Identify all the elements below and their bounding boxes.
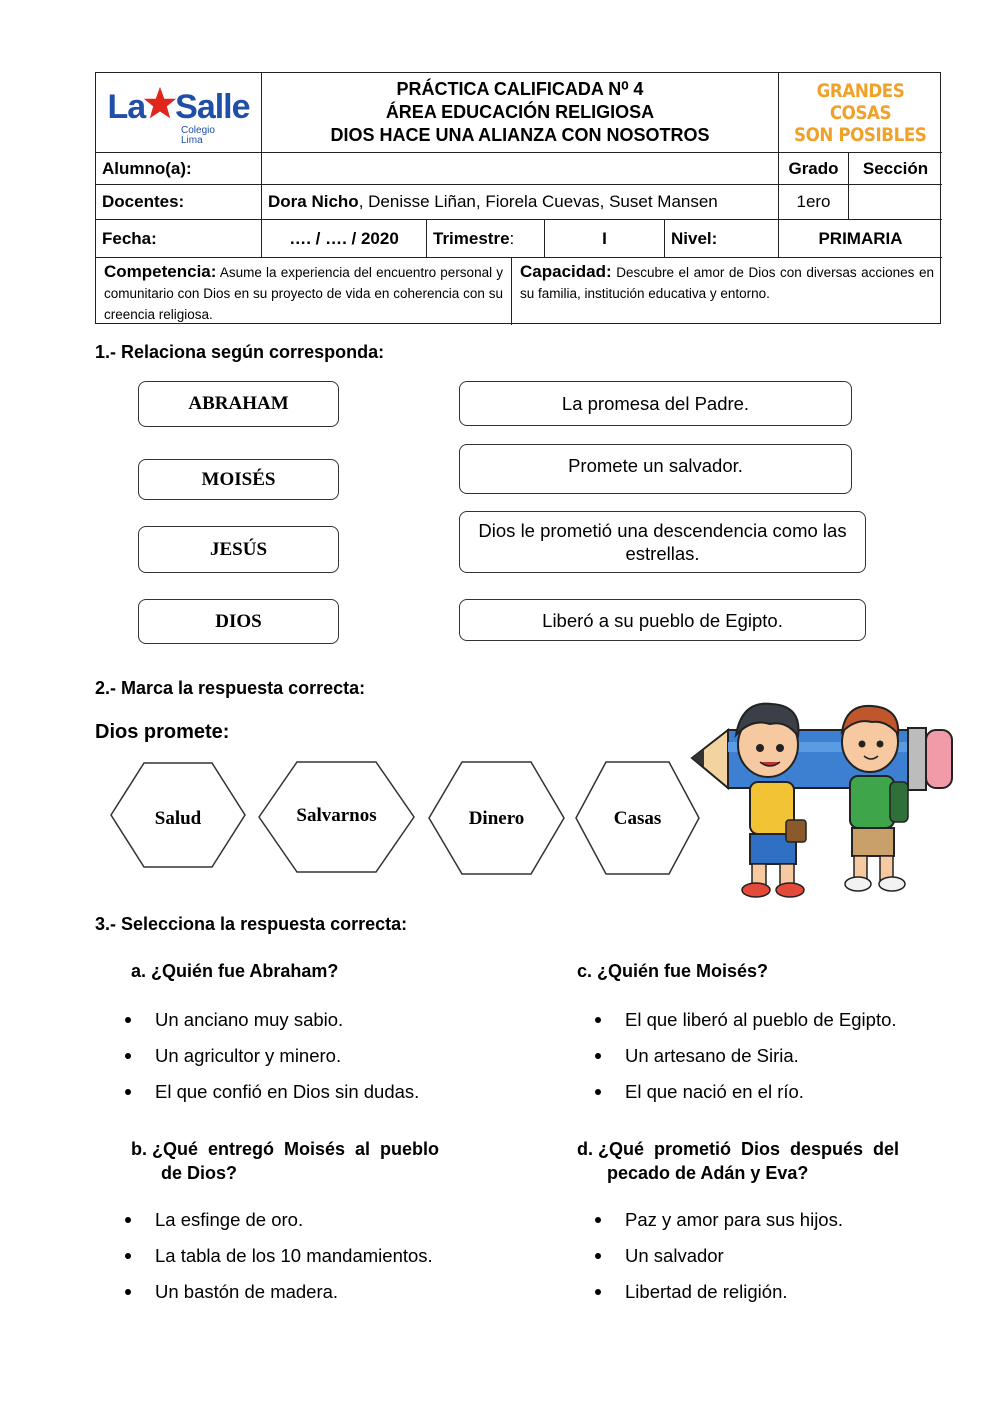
grado-label: Grado (779, 153, 849, 185)
alumno-label: Alumno(a): (96, 153, 262, 185)
question-d: d. ¿Qué prometió Dios después del pecado de Adán y Eva? (577, 1139, 900, 1183)
section2-subheading: Dios promete: (95, 721, 230, 743)
docentes-label: Docentes: (96, 185, 262, 220)
option-salud[interactable]: Salud (110, 762, 246, 868)
option-casas[interactable]: Casas (575, 761, 700, 875)
question-d-options (595, 1208, 843, 1316)
match-right-1[interactable]: La promesa del Padre. (459, 381, 852, 426)
match-right-4[interactable]: Liberó a su pueblo de Egipto. (459, 599, 866, 641)
title-line-3: DIOS HACE UNA ALIANZA CON NOSOTROS (330, 125, 710, 145)
question-b-option-2[interactable]: La tabla de los 10 mandamientos. (125, 1244, 433, 1280)
match-left-moises[interactable]: MOISÉS (138, 459, 339, 500)
question-d-option-2[interactable]: Un salvador (595, 1244, 843, 1280)
match-left-dios[interactable]: DIOS (138, 599, 339, 644)
alumno-field[interactable] (262, 153, 779, 185)
pencil-icon (692, 728, 952, 790)
la-salle-logo: La Salle Colegio Lima (96, 73, 262, 153)
option-salvarnos[interactable]: Salvarnos (258, 761, 415, 873)
question-a: a. ¿Quién fue Abraham? (131, 961, 339, 981)
section3-heading: 3.- Selecciona la respuesta correcta: (95, 914, 408, 934)
boy-left-icon (736, 704, 806, 897)
match-right-2[interactable]: Promete un salvador. (459, 444, 852, 494)
fecha-label: Fecha: (96, 220, 262, 258)
question-b: b. ¿Qué entregó Moisés al pueblo de Dios? (131, 1139, 440, 1183)
trimestre-label: Trimestre : (427, 220, 545, 258)
match-right-3[interactable]: Dios le prometió una descendencia como las estrellas. (459, 511, 866, 573)
section1-heading: 1.- Relaciona según corresponda: (95, 342, 385, 362)
competencia-block: Competencia: Asume la experiencia del encuentro personal y comunitario con Dios en su proyecto de vida en coherencia con su creencia religiosa. (96, 258, 512, 325)
question-c-option-2[interactable]: Un artesano de Siria. (595, 1044, 897, 1080)
question-d-option-3[interactable]: Libertad de religión. (595, 1280, 843, 1316)
children-pencil-illustration (690, 690, 960, 905)
red-star-icon (143, 86, 177, 120)
match-left-jesus[interactable]: JESÚS (138, 526, 339, 573)
question-b-options (125, 1208, 433, 1316)
nivel-label: Nivel: (665, 220, 779, 258)
grado-value: 1ero (779, 185, 849, 220)
title-line-1: PRÁCTICA CALIFICADA N⁰ 4 (396, 79, 644, 99)
question-a-option-1[interactable]: Un anciano muy sabio. (125, 1008, 419, 1044)
question-b-option-3[interactable]: Un bastón de madera. (125, 1280, 433, 1316)
title-line-2: ÁREA EDUCACIÓN RELIGIOSA (385, 102, 655, 122)
header-table (95, 72, 941, 324)
question-b-option-1[interactable]: La esfinge de oro. (125, 1208, 433, 1244)
seccion-label: Sección (849, 153, 942, 185)
question-c-option-1[interactable]: El que liberó al pueblo de Egipto. (595, 1008, 897, 1044)
document-title (262, 73, 779, 153)
question-a-option-2[interactable]: Un agricultor y minero. (125, 1044, 419, 1080)
match-left-abraham[interactable]: ABRAHAM (138, 381, 339, 427)
logo-subtitle: Colegio Lima (181, 125, 215, 146)
section2-heading: 2.- Marca la respuesta correcta: (95, 678, 366, 698)
option-dinero[interactable]: Dinero (428, 761, 565, 875)
question-c-option-3[interactable]: El que nació en el río. (595, 1080, 897, 1116)
question-c-options (595, 1008, 897, 1116)
brand-slogan: GRANDES COSAS SON POSIBLES (779, 73, 942, 153)
question-c: c. ¿Quién fue Moisés? (577, 961, 769, 981)
docentes-names: Dora Nicho , Denisse Liñan, Fiorela Cuevas, Suset Mansen (262, 185, 779, 220)
fecha-value[interactable]: …. / …. / 2020 (262, 220, 427, 258)
question-d-option-1[interactable]: Paz y amor para sus hijos. (595, 1208, 843, 1244)
capacidad-block: Capacidad: Descubre el amor de Dios con diversas acciones en su familia, institución educativa y entorno. (520, 262, 934, 301)
boy-right-icon (842, 706, 908, 891)
question-a-options (125, 1008, 419, 1116)
question-a-option-3[interactable]: El que confió en Dios sin dudas. (125, 1080, 419, 1116)
trimestre-value: I (545, 220, 665, 258)
seccion-field[interactable] (849, 185, 942, 220)
nivel-value: PRIMARIA (779, 220, 942, 258)
